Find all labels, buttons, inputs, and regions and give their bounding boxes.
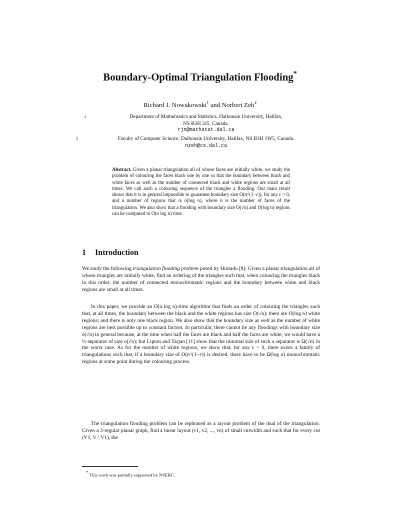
body-paragraph: In this paper, we provide an O(n log n)-time algorithm that finds an order of colouring the triangles such that, at all times, the boundary between the black and the white regions has size O(√n); there are O(log n) white regions; and there is only one black region. We also show that the boundary size as well as the number of white regions are best possible up to constant factors. In particular, there cannot be any floodings with boundary size o(√n) in general because, at the time when half the faces are black and half the faces are white, we would have a ½-separator of size o(√n); but Lipton and Tarjan [11] show that the minimal size of such a separator is Ω(√n) in the worst case. As for the number of white regions, we show that, for any ε > 0, there exists a family of triangulations such that, if a boundary size of O(n^(1−ε)) is desired, there have to be Ω(log n) monochromatic regions at some point during the colouring process.: [82, 304, 320, 366]
section-number: 1: [82, 248, 86, 257]
author-separator: and: [208, 102, 222, 110]
title-text: Boundary-Optimal Triangulation Flooding: [103, 72, 294, 84]
footnote-mark: *: [86, 470, 89, 475]
paragraph-text: We study the following: [82, 266, 133, 272]
abstract-label: Abstract.: [112, 168, 132, 173]
footnote-rule: [82, 466, 138, 467]
affiliation-line: Faculty of Computer Science, Dalhousie University, Halifax, NS B3H 1W5, Canada.: [117, 136, 295, 142]
section-heading: [82, 248, 138, 257]
title-footnote-mark: *: [293, 70, 297, 78]
author-name: Norbert Zeh: [221, 102, 255, 110]
author-affiliation-mark: 1: [206, 100, 209, 105]
affiliation-email: nzeh@cs.dal.ca: [184, 142, 227, 149]
affiliation-line: Department of Mathematics and Statistics, Dalhousie University, Halifax,: [129, 114, 283, 120]
footnote: [86, 470, 175, 478]
author-affiliation-mark: 2: [254, 100, 257, 105]
affiliation-email: rjn@mathstat.dal.ca: [177, 127, 235, 134]
abstract: [112, 168, 290, 218]
body-paragraph: [82, 266, 320, 294]
author-line: [0, 100, 400, 109]
affiliation-number: 2: [76, 136, 79, 141]
affiliation: [84, 114, 320, 134]
paper-title: [0, 70, 400, 83]
affiliation-number: 1: [84, 114, 87, 119]
body-paragraph: The triangulation flooding problem can be rephrased as a layout problem of the dual of the triangulation: Given a 3-regular planar graph, find a linear layout (v1, v2, ..., vn) of small cutwidth and such that for every cut (V1, V \ V1), the: [82, 421, 320, 441]
author-name: Richard J. Nowakowski: [143, 102, 207, 110]
section-title: Introduction: [95, 248, 139, 257]
affiliation: [76, 136, 328, 149]
paragraph-text: posed by Hurtado [8]: Given a planar triangulation all of whose triangles are initially white, find an ordering of the triangles such that, when colouring the triangles black in this order, the number of connected monochromatic regions and the boundary between white and black regions are small at all times.: [82, 266, 320, 293]
emphasized-term: triangulation flooding problem: [132, 266, 199, 272]
affiliation-line: NS B3H 3J5, Canada.: [183, 120, 229, 127]
footnote-text: This work was partially supported by NSERC.: [89, 472, 175, 478]
abstract-text: Given a planar triangulation all of whose faces are initially white, we study the problem of colouring the faces black one by one so that the boundary between black and white faces as well as the number of connected black and white regions are small at all times. We call such a colouring sequence of the triangles a flooding. Our main result shows that it is in general impossible to guarantee boundary size O(n^(1−ε)), for any ε > 0, and a number of regions that is o(log n), where n is the number of faces of the triangulation. We also show that a flooding with boundary size O(√n) and O(log n) regions can be computed in O(n log n) time.: [112, 168, 290, 218]
